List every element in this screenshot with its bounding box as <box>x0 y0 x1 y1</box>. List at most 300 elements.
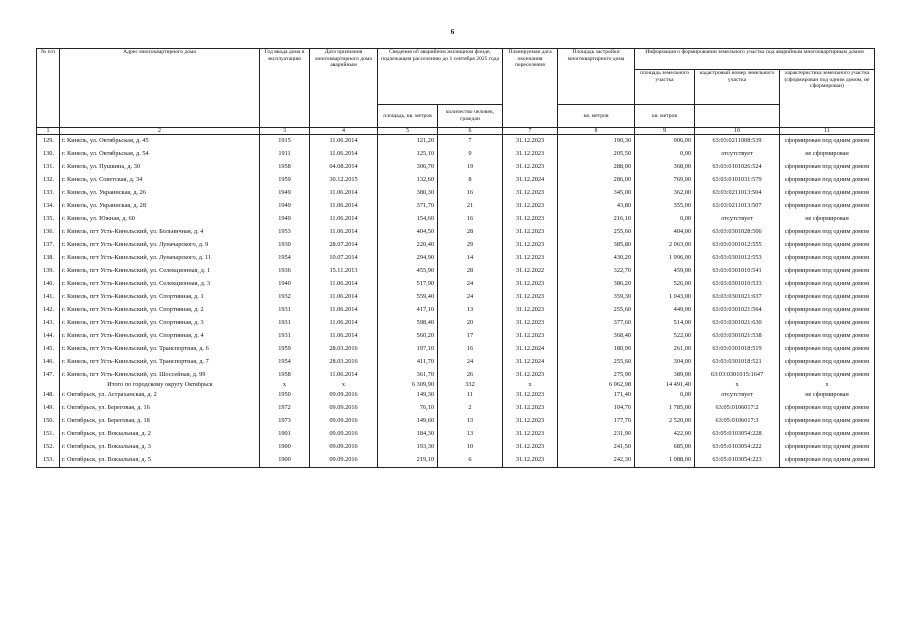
row-year: 1936 <box>260 265 310 278</box>
header-build-area-unit: кв. метров <box>558 105 635 128</box>
row-planned-end: 31.12.2023 <box>503 200 558 213</box>
row-land-area: 522,00 <box>635 330 695 343</box>
row-address: г. Кинель, пгт Усть-Кинельский, ул. Луначарского, д. 11 <box>60 252 260 265</box>
table-row <box>37 415 875 428</box>
row-address: г. Кинель, ул. Советская, д. 34 <box>60 174 260 187</box>
row-number: 149. <box>37 402 60 415</box>
row-planned-end: 31.12.2023 <box>503 415 558 428</box>
row-number: 146. <box>37 356 60 369</box>
row-fund-area: 306,70 <box>378 161 438 174</box>
row-year: 1949 <box>260 213 310 226</box>
table-row <box>37 389 875 402</box>
row-cadastral: 63:05:0106017:2 <box>695 402 780 415</box>
row-date: 09.09.2016 <box>310 441 378 454</box>
row-build-area: 288,00 <box>558 161 635 174</box>
row-date: 30.12.2015 <box>310 174 378 187</box>
table-row <box>37 304 875 317</box>
row-date: 09.09.2016 <box>310 428 378 441</box>
row-address: г. Кинель, пгт Усть-Кинельский, ул. Транспортная, д. 7 <box>60 356 260 369</box>
row-planned-end: 31.12.2023 <box>503 226 558 239</box>
row-build-area: 275,90 <box>558 369 635 382</box>
row-planned-end: 31.12.2022 <box>503 265 558 278</box>
row-characteristic: сформирован под одним домом <box>780 304 875 317</box>
row-characteristic: сформирован под одним домом <box>780 200 875 213</box>
row-cadastral: 63:03:0211008:539 <box>695 135 780 149</box>
row-fund-people: 29 <box>438 239 503 252</box>
row-characteristic: сформирован под одним домом <box>780 356 875 369</box>
row-address: г. Октябрьск, ул. Береговая, д. 16 <box>60 402 260 415</box>
row-characteristic: сформирован под одним домом <box>780 428 875 441</box>
row-fund-people: 6 <box>438 454 503 468</box>
row-planned-end: 31.12.2023 <box>503 402 558 415</box>
row-number: 140. <box>37 278 60 291</box>
row-number: 143. <box>37 317 60 330</box>
row-year: 1959 <box>260 343 310 356</box>
row-address: г. Кинель, ул. Украинская, д. 26 <box>60 187 260 200</box>
row-year: 1949 <box>260 200 310 213</box>
row-land-area: 404,00 <box>635 226 695 239</box>
row-fund-area: 220,40 <box>378 239 438 252</box>
header-planned-end: Планируемая дата окончания переселения <box>503 49 558 128</box>
row-date: 09.09.2016 <box>310 402 378 415</box>
row-number: 133. <box>37 187 60 200</box>
column-number: 1 <box>37 128 60 135</box>
row-address: г. Кинель, пгт Усть-Кинельский, ул. Спортивная, д. 4 <box>60 330 260 343</box>
row-year: 1900 <box>260 454 310 468</box>
row-fund-area: 294,90 <box>378 252 438 265</box>
row-date: 28.07.2014 <box>310 239 378 252</box>
row-fund-people: 332 <box>438 382 503 389</box>
row-fund-people: 2 <box>438 402 503 415</box>
row-address: г. Кинель, пгт Усть-Кинельский, ул. Селекционная, д. 1 <box>60 265 260 278</box>
row-cadastral: 63:03:0301012:555 <box>695 239 780 252</box>
row-fund-area: 121,20 <box>378 135 438 149</box>
row-planned-end: 31.12.2023 <box>503 428 558 441</box>
row-fund-area: 219,10 <box>378 454 438 468</box>
row-land-area: 769,00 <box>635 174 695 187</box>
row-date: 11.06.2014 <box>310 291 378 304</box>
column-number: 7 <box>503 128 558 135</box>
row-build-area: 255,60 <box>558 356 635 369</box>
row-date: 11.06.2014 <box>310 226 378 239</box>
row-build-area: 345,00 <box>558 187 635 200</box>
row-build-area: 359,30 <box>558 291 635 304</box>
row-year: 1954 <box>260 252 310 265</box>
row-number: 129. <box>37 135 60 149</box>
table-row <box>37 291 875 304</box>
row-year: 1911 <box>260 148 310 161</box>
row-build-area: 43,80 <box>558 200 635 213</box>
row-build-area: 177,70 <box>558 415 635 428</box>
table-row <box>37 148 875 161</box>
row-characteristic: сформирован под одним домом <box>780 174 875 187</box>
header-land-area: площадь земельного участка <box>635 70 695 105</box>
row-cadastral: 63:03:0301015:1647 <box>695 369 780 382</box>
row-fund-people: 16 <box>438 187 503 200</box>
row-build-area: 216,10 <box>558 213 635 226</box>
row-planned-end: 31.12.2023 <box>503 369 558 382</box>
row-land-area: 422,00 <box>635 428 695 441</box>
row-fund-people: 16 <box>438 343 503 356</box>
row-year: 1953 <box>260 226 310 239</box>
table-row <box>37 265 875 278</box>
row-fund-area: 149,30 <box>378 389 438 402</box>
emergency-housing-table <box>36 48 875 468</box>
table-row <box>37 330 875 343</box>
table-row <box>37 213 875 226</box>
row-land-area: 1 785,00 <box>635 402 695 415</box>
row-land-area: 459,00 <box>635 265 695 278</box>
row-land-area: 2 520,00 <box>635 415 695 428</box>
row-fund-people: 28 <box>438 265 503 278</box>
row-fund-people: 11 <box>438 389 503 402</box>
row-year: x <box>260 382 310 389</box>
header-num: № п/п <box>37 49 60 128</box>
column-number: 8 <box>558 128 635 135</box>
row-planned-end: 31.12.2023 <box>503 148 558 161</box>
row-build-area: 322,70 <box>558 265 635 278</box>
header-land-area-unit: кв. метров <box>635 105 695 128</box>
row-address: г. Кинель, пгт Усть-Кинельский, ул. Шоссейная, д. 99 <box>60 369 260 382</box>
row-year: 1901 <box>260 428 310 441</box>
table-row <box>37 135 875 149</box>
row-characteristic: сформирован под одним домом <box>780 161 875 174</box>
row-address: г. Кинель, пгт Усть-Кинельский, ул. Спортивная, д. 3 <box>60 317 260 330</box>
row-year: 1949 <box>260 187 310 200</box>
row-build-area: 171,40 <box>558 389 635 402</box>
row-characteristic: сформирован под одним домом <box>780 226 875 239</box>
row-planned-end: 31.12.2023 <box>503 441 558 454</box>
row-fund-area: 380,30 <box>378 187 438 200</box>
row-fund-area: 517,90 <box>378 278 438 291</box>
page-number: 6 <box>450 28 455 36</box>
row-date: x <box>310 382 378 389</box>
table-row <box>37 200 875 213</box>
row-cadastral: 63:05:0103054:223 <box>695 454 780 468</box>
row-fund-people: 28 <box>438 226 503 239</box>
row-year: 1900 <box>260 441 310 454</box>
row-address: Итого по городскому округу Октябрьск <box>60 382 260 389</box>
row-cadastral: 63:05:0103054:228 <box>695 428 780 441</box>
total-row <box>37 382 875 389</box>
header-build-area: Площадь застройки многоквартирного дома <box>558 49 635 105</box>
row-land-area: 0,00 <box>635 148 695 161</box>
row-number: 141. <box>37 291 60 304</box>
row-planned-end: 31.12.2023 <box>503 239 558 252</box>
row-characteristic: сформирован под одним домом <box>780 402 875 415</box>
row-planned-end: 31.12.2024 <box>503 356 558 369</box>
row-address: г. Октябрьск, ул. Вокзальная, д. 2 <box>60 428 260 441</box>
row-address: г. Кинель, пгт Усть-Кинельский, ул. Больничная, д. 4 <box>60 226 260 239</box>
row-cadastral: 63:03:0301021:538 <box>695 330 780 343</box>
row-land-area: 526,00 <box>635 278 695 291</box>
table-row <box>37 402 875 415</box>
header-year: Год ввода дома в эксплуатацию <box>260 49 310 128</box>
row-number: 144. <box>37 330 60 343</box>
row-planned-end: 31.12.2023 <box>503 161 558 174</box>
row-date: 09.09.2016 <box>310 454 378 468</box>
row-planned-end: 31.12.2023 <box>503 187 558 200</box>
row-cadastral: 63:03:0211013:504 <box>695 187 780 200</box>
row-fund-people: 13 <box>438 428 503 441</box>
row-cadastral: отсутствует <box>695 213 780 226</box>
row-fund-people: 21 <box>438 200 503 213</box>
row-planned-end: 31.12.2023 <box>503 213 558 226</box>
table-row <box>37 343 875 356</box>
row-cadastral: 63:03:0301010:533 <box>695 278 780 291</box>
row-characteristic: сформирован под одним домом <box>780 441 875 454</box>
row-build-area: 104,70 <box>558 402 635 415</box>
row-characteristic: сформирован под одним домом <box>780 278 875 291</box>
header-fund: Сведения об аварийном жилищном фонде, подлежащем расселению до 1 сентября 2025 года <box>378 49 503 105</box>
column-number: 10 <box>695 128 780 135</box>
row-date: 11.06.2014 <box>310 330 378 343</box>
header-fund-area: площадь, кв. метров <box>378 105 438 128</box>
row-planned-end: 31.12.2023 <box>503 330 558 343</box>
row-build-area: 386,20 <box>558 278 635 291</box>
row-fund-area: 125,10 <box>378 148 438 161</box>
row-characteristic: сформирован под одним домом <box>780 415 875 428</box>
row-cadastral: 63:03:0301021:637 <box>695 291 780 304</box>
row-fund-people: 20 <box>438 317 503 330</box>
row-land-area: 685,00 <box>635 441 695 454</box>
row-date: 09.09.2016 <box>310 415 378 428</box>
row-cadastral: 63:03:0301021:564 <box>695 304 780 317</box>
row-build-area: 385,80 <box>558 239 635 252</box>
row-land-area: 261,00 <box>635 343 695 356</box>
row-year: 1958 <box>260 369 310 382</box>
row-fund-people: 24 <box>438 356 503 369</box>
header-cadastral: кадастровый номер земельного участка <box>695 70 780 105</box>
row-build-area: 255,60 <box>558 226 635 239</box>
row-cadastral: 63:05:0103054:222 <box>695 441 780 454</box>
row-number: 153. <box>37 454 60 468</box>
row-year: 1940 <box>260 278 310 291</box>
row-date: 04.08.2014 <box>310 161 378 174</box>
table-row <box>37 239 875 252</box>
row-date: 11.06.2014 <box>310 278 378 291</box>
row-fund-people: 24 <box>438 278 503 291</box>
row-date: 11.06.2014 <box>310 213 378 226</box>
row-date: 15.11.2013 <box>310 265 378 278</box>
row-land-area: 906,00 <box>635 135 695 149</box>
row-number: 151. <box>37 428 60 441</box>
row-fund-area: 371,70 <box>378 200 438 213</box>
row-date: 10.07.2014 <box>310 252 378 265</box>
row-cadastral: 63:03:0301028:506 <box>695 226 780 239</box>
table-row <box>37 454 875 468</box>
row-characteristic: не сформирован <box>780 148 875 161</box>
row-fund-area: 149,60 <box>378 415 438 428</box>
row-fund-people: 13 <box>438 304 503 317</box>
row-fund-area: 411,70 <box>378 356 438 369</box>
header-land-info: Информация о формировании земельного участка под аварийным многоквартирным домом <box>635 49 875 70</box>
row-build-area: 231,90 <box>558 428 635 441</box>
row-land-area: 368,00 <box>635 161 695 174</box>
row-characteristic: сформирован под одним домом <box>780 291 875 304</box>
row-number: 131. <box>37 161 60 174</box>
row-land-area: 362,00 <box>635 187 695 200</box>
row-land-area: 14 491,40 <box>635 382 695 389</box>
row-address: г. Кинель, пгт Усть-Кинельский, ул. Спортивная, д. 2 <box>60 304 260 317</box>
row-number: 145. <box>37 343 60 356</box>
row-build-area: 190,30 <box>558 135 635 149</box>
table-row <box>37 356 875 369</box>
column-number: 3 <box>260 128 310 135</box>
row-cadastral: x <box>695 382 780 389</box>
row-planned-end: 31.12.2024 <box>503 343 558 356</box>
row-fund-area: 361,70 <box>378 369 438 382</box>
row-fund-area: 6 309,90 <box>378 382 438 389</box>
row-cadastral: 63:03:0301012:553 <box>695 252 780 265</box>
row-fund-people: 19 <box>438 161 503 174</box>
row-build-area: 430,20 <box>558 252 635 265</box>
row-build-area: 368,40 <box>558 330 635 343</box>
row-date: 28.03.2016 <box>310 343 378 356</box>
row-fund-people: 10 <box>438 441 503 454</box>
header-date: Дата признания многоквартирного дома аварийным <box>310 49 378 128</box>
row-year: 1915 <box>260 135 310 149</box>
row-cadastral: 63:03:0301018:521 <box>695 356 780 369</box>
row-year: 1973 <box>260 415 310 428</box>
row-build-area: 255,60 <box>558 304 635 317</box>
row-land-area: 355,00 <box>635 200 695 213</box>
row-address: г. Октябрьск, ул. Вокзальная, д. 3 <box>60 441 260 454</box>
table-row <box>37 428 875 441</box>
column-number: 5 <box>378 128 438 135</box>
row-land-area: 1 088,00 <box>635 454 695 468</box>
row-fund-area: 560,20 <box>378 330 438 343</box>
row-date: 11.06.2014 <box>310 135 378 149</box>
row-fund-area: 598,40 <box>378 317 438 330</box>
row-year: 1972 <box>260 402 310 415</box>
row-fund-people: 13 <box>438 415 503 428</box>
row-characteristic: сформирован под одним домом <box>780 265 875 278</box>
header-characteristic: характеристика земельного участка (сформирован под одним домом, не сформирован) <box>780 70 875 128</box>
table-row <box>37 317 875 330</box>
table-row <box>37 441 875 454</box>
header-cadastral-unit <box>695 105 780 128</box>
row-build-area: 286,00 <box>558 174 635 187</box>
row-date: 11.06.2014 <box>310 317 378 330</box>
column-number: 11 <box>780 128 875 135</box>
row-planned-end: 31.12.2023 <box>503 304 558 317</box>
row-planned-end: 31.12.2023 <box>503 317 558 330</box>
row-fund-area: 404,50 <box>378 226 438 239</box>
row-fund-area: 559,40 <box>378 291 438 304</box>
row-characteristic: сформирован под одним домом <box>780 252 875 265</box>
column-number: 6 <box>438 128 503 135</box>
row-build-area: 241,50 <box>558 441 635 454</box>
row-characteristic: x <box>780 382 875 389</box>
row-number: 130. <box>37 148 60 161</box>
row-characteristic: сформирован под одним домом <box>780 187 875 200</box>
row-cadastral: отсутствует <box>695 148 780 161</box>
row-number: 152. <box>37 441 60 454</box>
row-planned-end: 31.12.2023 <box>503 252 558 265</box>
row-address: г. Октябрьск, ул. Астраханская, д. 2 <box>60 389 260 402</box>
row-planned-end: 31.12.2023 <box>503 389 558 402</box>
row-date: 11.06.2014 <box>310 148 378 161</box>
row-planned-end: 31.12.2023 <box>503 291 558 304</box>
row-address: г. Кинель, пгт Усть-Кинельский, ул. Спортивная, д. 1 <box>60 291 260 304</box>
row-fund-people: 8 <box>438 174 503 187</box>
row-number: 132. <box>37 174 60 187</box>
column-number: 9 <box>635 128 695 135</box>
row-cadastral: 63:03:0301010:541 <box>695 265 780 278</box>
row-land-area: 2 063,00 <box>635 239 695 252</box>
row-address: г. Кинель, ул. Южная, д. 60 <box>60 213 260 226</box>
row-fund-area: 417,10 <box>378 304 438 317</box>
row-fund-people: 26 <box>438 369 503 382</box>
row-land-area: 514,00 <box>635 317 695 330</box>
column-number: 2 <box>60 128 260 135</box>
row-land-area: 1 996,00 <box>635 252 695 265</box>
row-fund-people: 16 <box>438 213 503 226</box>
row-address: г. Октябрьск, ул. Вокзальная, д. 5 <box>60 454 260 468</box>
row-fund-people: 17 <box>438 330 503 343</box>
row-year: 1931 <box>260 330 310 343</box>
row-number: 147. <box>37 369 60 382</box>
table-row <box>37 278 875 291</box>
row-address: г. Кинель, ул. Октябрьская, д. 45 <box>60 135 260 149</box>
row-build-area: 180,90 <box>558 343 635 356</box>
row-cadastral: 63:03:0301018:519 <box>695 343 780 356</box>
row-year: 1931 <box>260 317 310 330</box>
row-planned-end: 31.12.2024 <box>503 174 558 187</box>
row-date: 11.06.2014 <box>310 187 378 200</box>
row-build-area: 205,50 <box>558 148 635 161</box>
row-address: г. Октябрьск, ул. Береговая, д. 18 <box>60 415 260 428</box>
row-date: 28.03.2016 <box>310 356 378 369</box>
row-characteristic: не сформирован <box>780 213 875 226</box>
column-number: 4 <box>310 128 378 135</box>
row-date: 11.06.2014 <box>310 369 378 382</box>
row-address: г. Кинель, пгт Усть-Кинельский, ул. Селекционная, д. 3 <box>60 278 260 291</box>
row-fund-area: 184,30 <box>378 428 438 441</box>
row-land-area: 389,00 <box>635 369 695 382</box>
table-row <box>37 174 875 187</box>
row-year: 1958 <box>260 161 310 174</box>
row-cadastral: отсутствует <box>695 389 780 402</box>
row-characteristic: сформирован под одним домом <box>780 343 875 356</box>
row-number: 134. <box>37 200 60 213</box>
table-row <box>37 369 875 382</box>
row-number: 135. <box>37 213 60 226</box>
row-planned-end: 31.12.2023 <box>503 135 558 149</box>
row-cadastral: 63:03:0211013:507 <box>695 200 780 213</box>
row-number: 142. <box>37 304 60 317</box>
row-year: 1959 <box>260 174 310 187</box>
row-land-area: 0,00 <box>635 389 695 402</box>
table-row <box>37 252 875 265</box>
row-land-area: 0,00 <box>635 213 695 226</box>
column-numbers-row <box>37 128 875 135</box>
row-fund-area: 154,60 <box>378 213 438 226</box>
row-date: 11.06.2014 <box>310 304 378 317</box>
table-row <box>37 226 875 239</box>
row-address: г. Кинель, ул. Октябрьская, д. 54 <box>60 148 260 161</box>
row-characteristic: сформирован под одним домом <box>780 239 875 252</box>
row-build-area: 6 062,98 <box>558 382 635 389</box>
row-number: 136. <box>37 226 60 239</box>
row-fund-area: 455,90 <box>378 265 438 278</box>
row-fund-people: 14 <box>438 252 503 265</box>
row-date: 09.09.2016 <box>310 389 378 402</box>
row-land-area: 1 043,00 <box>635 291 695 304</box>
row-address: г. Кинель, ул. Украинская, д. 28 <box>60 200 260 213</box>
header-address: Адрес многоквартирного дома <box>60 49 260 128</box>
